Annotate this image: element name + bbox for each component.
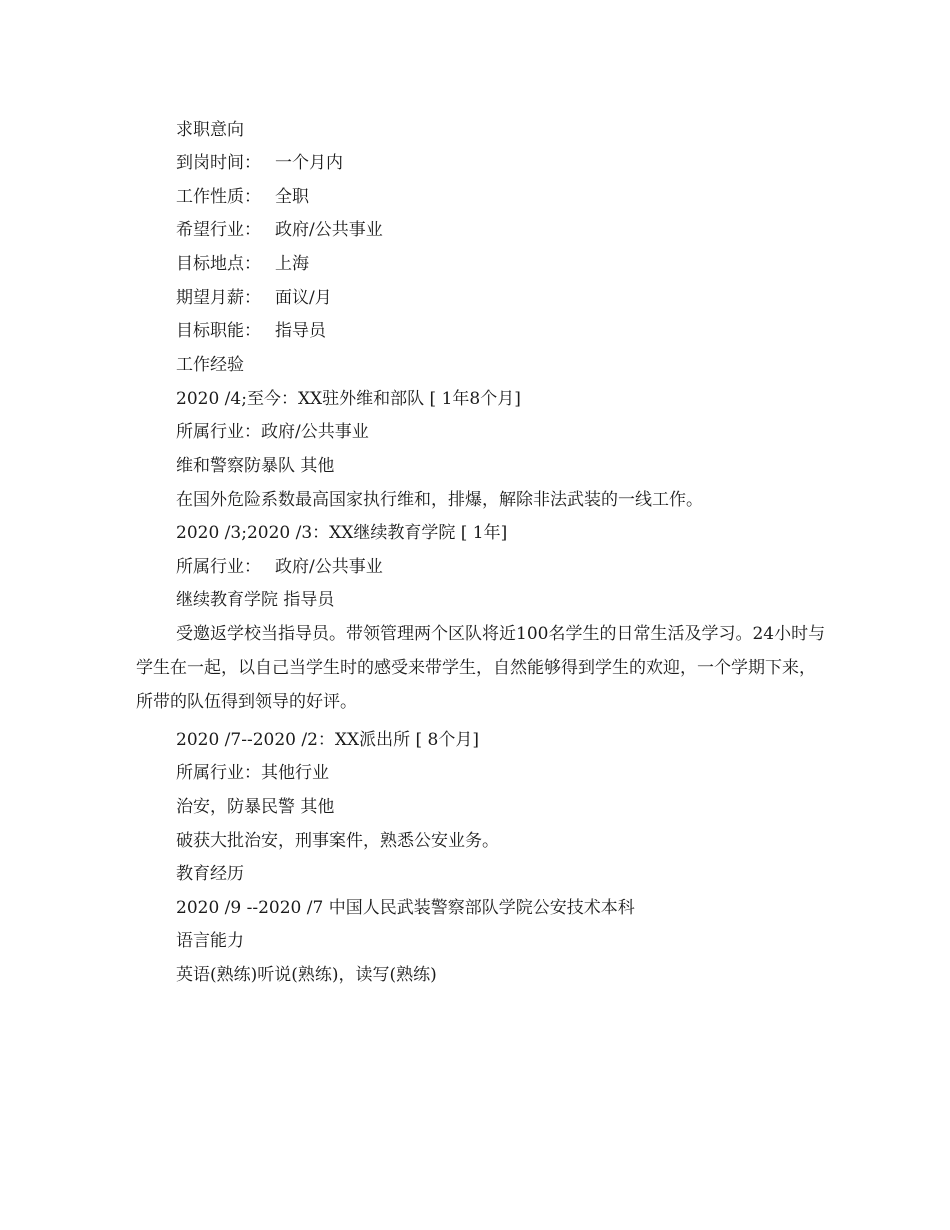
job-1-industry: 所属行业：政府/公共事业: [176, 422, 369, 442]
item-label: 到岗时间：: [176, 153, 261, 173]
job-3-industry: 所属行业：其他行业: [176, 763, 329, 783]
language-entry: 英语(熟练)听说(熟练)，读写(熟练): [176, 965, 437, 985]
job-intention-item-function: [176, 320, 326, 342]
item-value: 上海: [275, 254, 309, 274]
education-entry: 2020 /9 --2020 /7 中国人民武装警察部队学院公安技术本科: [176, 898, 635, 918]
job-intention-item-job-type: [176, 186, 309, 208]
job-2-role: 继续教育学院 指导员: [176, 590, 335, 610]
work-experience-heading: 工作经验: [176, 355, 244, 375]
job-3-role: 治安，防暴民警 其他: [176, 797, 335, 817]
item-label: 目标地点：: [176, 254, 261, 274]
job-2-period: 2020 /3;2020 /3：XX继续教育学院 [ 1年]: [176, 523, 508, 543]
job-intention-item-location: [176, 253, 309, 275]
item-value: 全职: [275, 187, 309, 207]
job-1-description: 在国外危险系数最高国家执行维和，排爆，解除非法武装的一线工作。: [176, 490, 703, 510]
job-3-period: 2020 /7--2020 /2：XX派出所 [ 8个月]: [176, 730, 480, 750]
job-2-industry: [176, 556, 383, 578]
job-intention-heading: 求职意向: [176, 120, 244, 140]
item-value: 指导员: [275, 321, 326, 341]
language-heading: 语言能力: [176, 931, 244, 951]
job-intention-item-start-time: [176, 152, 343, 174]
item-value: 政府/公共事业: [275, 220, 383, 240]
job-1-period: 2020 /4;至今：XX驻外维和部队 [ 1年8个月]: [176, 389, 521, 409]
education-heading: 教育经历: [176, 864, 244, 884]
item-label: 目标职能：: [176, 321, 261, 341]
job-1-role: 维和警察防暴队 其他: [176, 456, 335, 476]
industry-value: 政府/公共事业: [275, 557, 383, 577]
job-intention-item-salary: [176, 287, 332, 309]
item-label: 工作性质：: [176, 187, 261, 207]
item-value: 一个月内: [275, 153, 343, 173]
job-3-description: 破获大批治安，刑事案件，熟悉公安业务。: [176, 831, 499, 851]
industry-label: 所属行业：: [176, 557, 261, 577]
job-2-description: 受邀返学校当指导员。带领管理两个区队将近100名学生的日常生活及学习。24小时与学生在一起，以自己当学生时的感受来带学生，自然能够得到学生的欢迎，一个学期下来，所带的队伍得到领导的好评。: [136, 624, 826, 712]
job-intention-item-industry: [176, 219, 383, 241]
item-label: 期望月薪：: [176, 288, 261, 308]
item-label: 希望行业：: [176, 220, 261, 240]
item-value: 面议/月: [275, 288, 332, 308]
